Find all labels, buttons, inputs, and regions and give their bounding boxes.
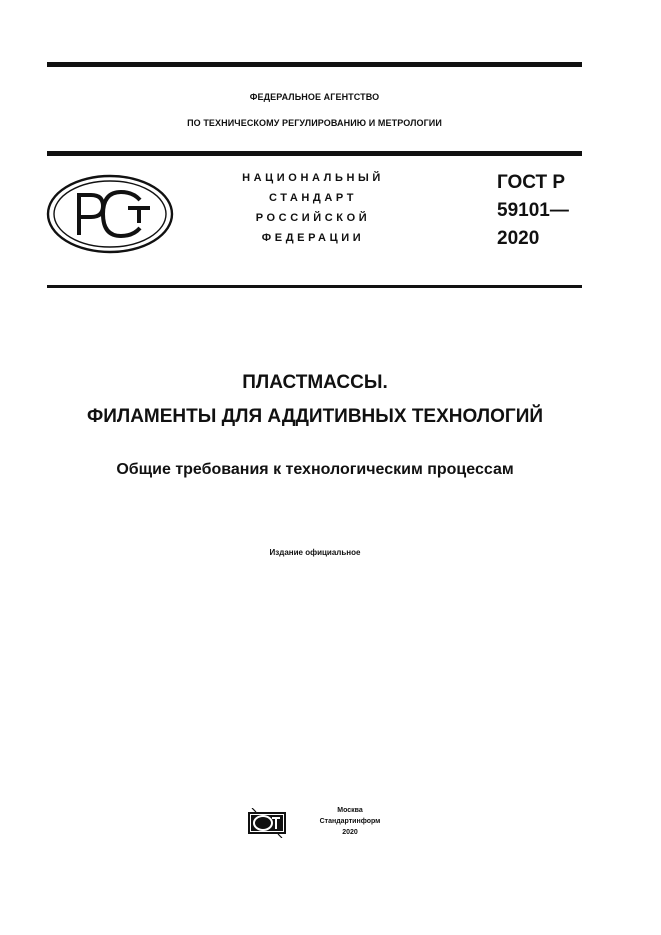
national-line-1: НАЦИОНАЛЬНЫЙ xyxy=(242,172,384,184)
publisher-city: Москва xyxy=(337,807,363,814)
gost-designation-line-3: 2020 xyxy=(497,228,540,249)
national-line-2: СТАНДАРТ xyxy=(268,192,358,204)
rst-logo-icon xyxy=(45,173,175,255)
gost-designation-line-1: ГОСТ Р xyxy=(497,172,566,193)
national-line-3: РОССИЙСКОЙ xyxy=(255,212,371,224)
agency-line-1: ФЕДЕРАЛЬНОЕ АГЕНТСТВО xyxy=(249,92,380,102)
agency-line-2: ПО ТЕХНИЧЕСКОМУ РЕГУЛИРОВАНИЮ И МЕТРОЛОГИИ xyxy=(187,118,442,128)
document-subtitle: Общие требования к технологическим процессам xyxy=(116,461,514,478)
publisher-year: 2020 xyxy=(342,829,358,836)
publisher-name: Стандартинформ xyxy=(319,818,381,825)
document-title-line-2: ФИЛАМЕНТЫ ДЛЯ АДДИТИВНЫХ ТЕХНОЛОГИЙ xyxy=(86,406,544,427)
document-title-line-1: ПЛАСТМАССЫ. xyxy=(242,372,388,393)
standartinform-logo-icon xyxy=(247,808,287,838)
header-rule xyxy=(47,151,582,156)
edition-note: Издание официальное xyxy=(269,548,361,557)
national-line-4: ФЕДЕРАЦИИ xyxy=(261,232,365,244)
top-rule xyxy=(47,62,582,67)
standard-rule xyxy=(47,285,582,288)
gost-designation-line-2: 59101— xyxy=(497,200,569,221)
